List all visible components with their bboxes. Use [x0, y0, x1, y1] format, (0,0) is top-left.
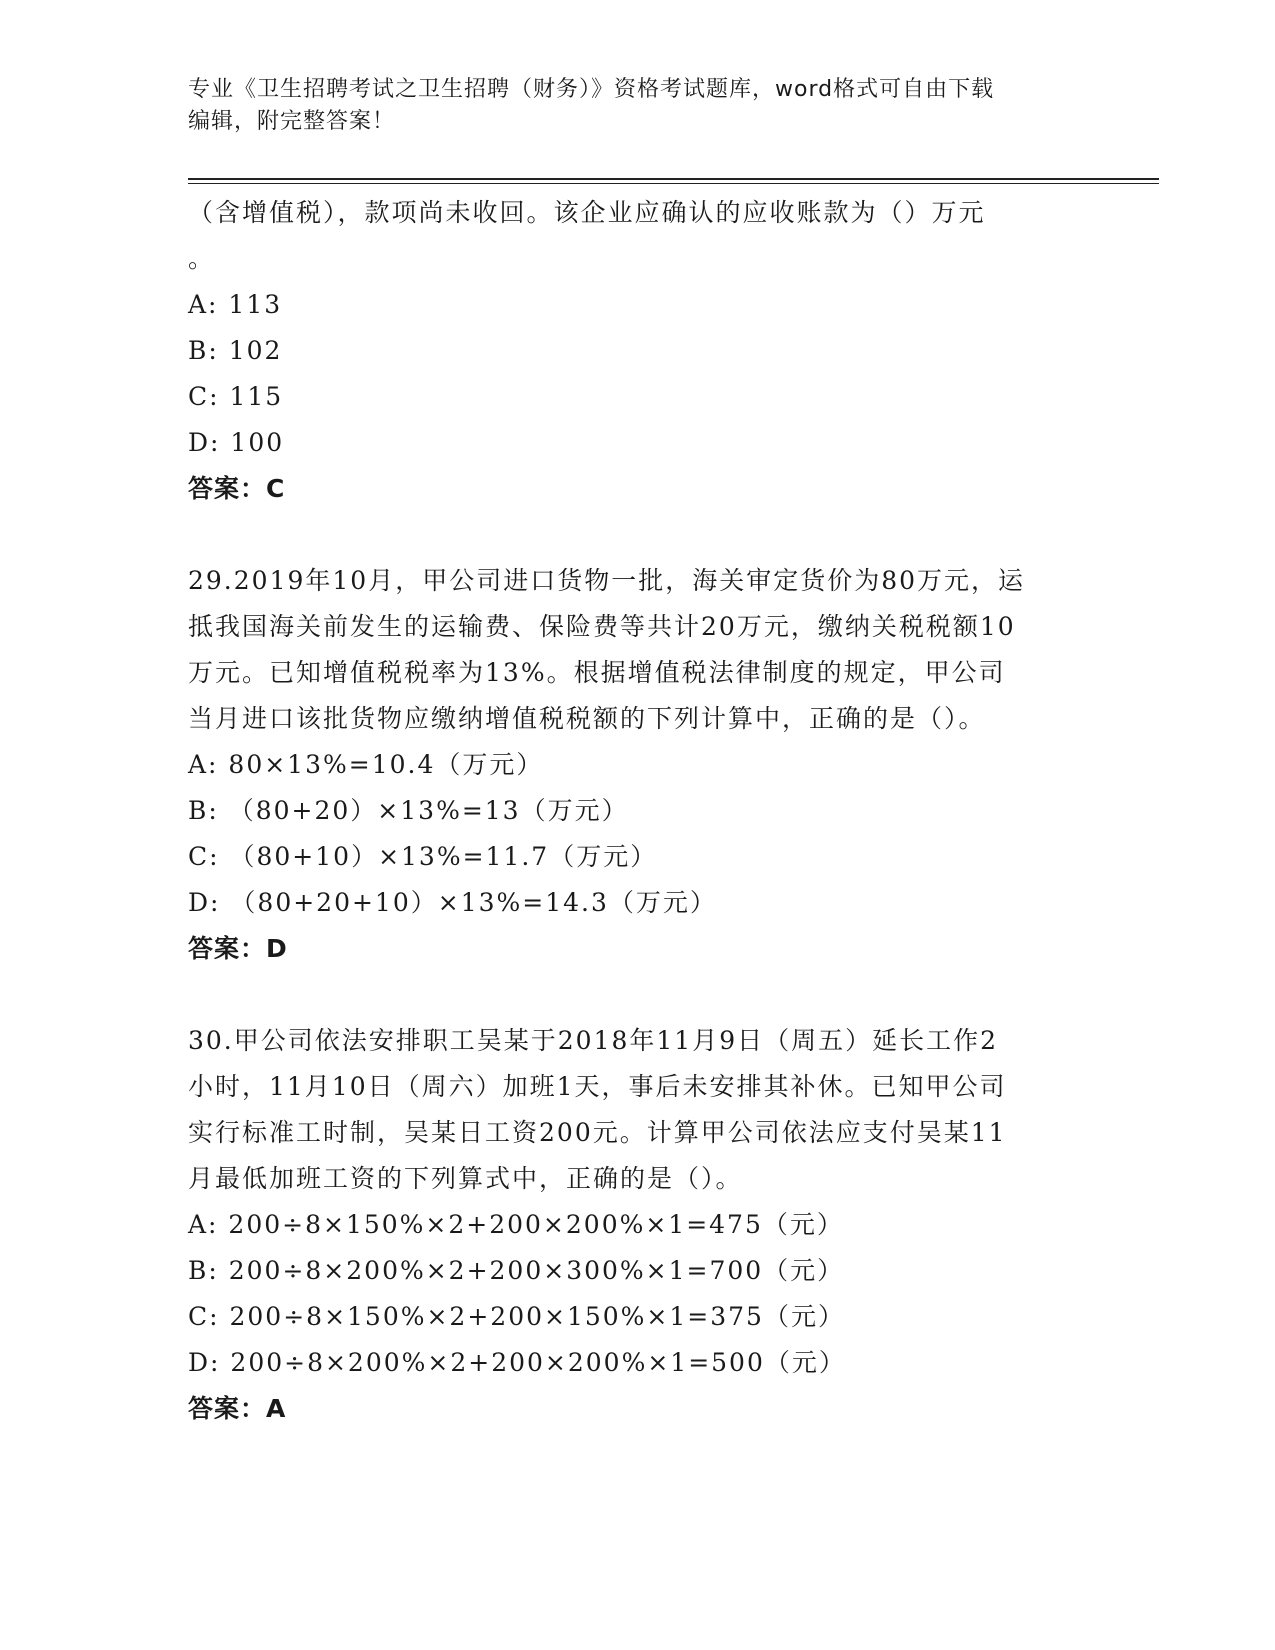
- header-line-2: 编辑，附完整答案！: [188, 109, 396, 134]
- header-divider-thin: [188, 183, 1159, 184]
- question-29: [188, 558, 1088, 972]
- spacer: [188, 512, 1088, 558]
- answer-label: 答案：C: [188, 474, 286, 503]
- question-text: 30.甲公司依法安排职工吴某于2018年11月9日（周五）延长工作2: [188, 1026, 999, 1055]
- header-line-1: 专业《卫生招聘考试之卫生招聘（财务）》资格考试题库，word格式可自由下载: [188, 77, 995, 102]
- question-text: 29.2019年10月，甲公司进口货物一批，海关审定货价为80万元，运: [188, 566, 1026, 595]
- option-c: C: 115: [188, 382, 284, 411]
- option-b: B: 102: [188, 336, 283, 365]
- option-a: A: 200÷8×150%×2+200×200%×1=475（元）: [188, 1210, 844, 1239]
- question-30: [188, 1018, 1088, 1432]
- header-divider-thick: [188, 178, 1159, 180]
- option-d: D: 200÷8×200%×2+200×200%×1=500（元）: [188, 1348, 846, 1377]
- option-c: C: 200÷8×150%×2+200×150%×1=375（元）: [188, 1302, 845, 1331]
- answer-label: 答案：A: [188, 1394, 287, 1423]
- option-d: D: （80+20+10）×13%=14.3（万元）: [188, 888, 717, 917]
- question-text: （含增值税），款项尚未收回。该企业应确认的应收账款为（）万元: [188, 198, 986, 227]
- question-content: [188, 190, 1088, 1432]
- spacer: [188, 972, 1088, 1018]
- question-text: 小时，11月10日（周六）加班1天，事后未安排其补休。已知甲公司: [188, 1072, 1007, 1101]
- question-text: 当月进口该批货物应缴纳增值税税额的下列计算中，正确的是（）。: [188, 704, 986, 733]
- question-28: [188, 190, 1088, 512]
- answer-label: 答案：D: [188, 934, 288, 963]
- option-a: A: 113: [188, 290, 283, 319]
- option-a: A: 80×13%=10.4（万元）: [188, 750, 544, 779]
- option-b: B: 200÷8×200%×2+200×300%×1=700（元）: [188, 1256, 845, 1285]
- question-text: 月最低加班工资的下列算式中，正确的是（）。: [188, 1164, 743, 1193]
- option-b: B: （80+20）×13%=13（万元）: [188, 796, 629, 825]
- question-text: 抵我国海关前发生的运输费、保险费等共计20万元，缴纳关税税额10: [188, 612, 1016, 641]
- question-text: 。: [188, 244, 216, 273]
- option-c: C: （80+10）×13%=11.7（万元）: [188, 842, 658, 871]
- question-text: 万元。已知增值税税率为13%。根据增值税法律制度的规定，甲公司: [188, 658, 1006, 687]
- option-d: D: 100: [188, 428, 285, 457]
- question-text: 实行标准工时制，吴某日工资200元。计算甲公司依法应支付吴某11: [188, 1118, 1007, 1147]
- document-header: [188, 74, 1088, 138]
